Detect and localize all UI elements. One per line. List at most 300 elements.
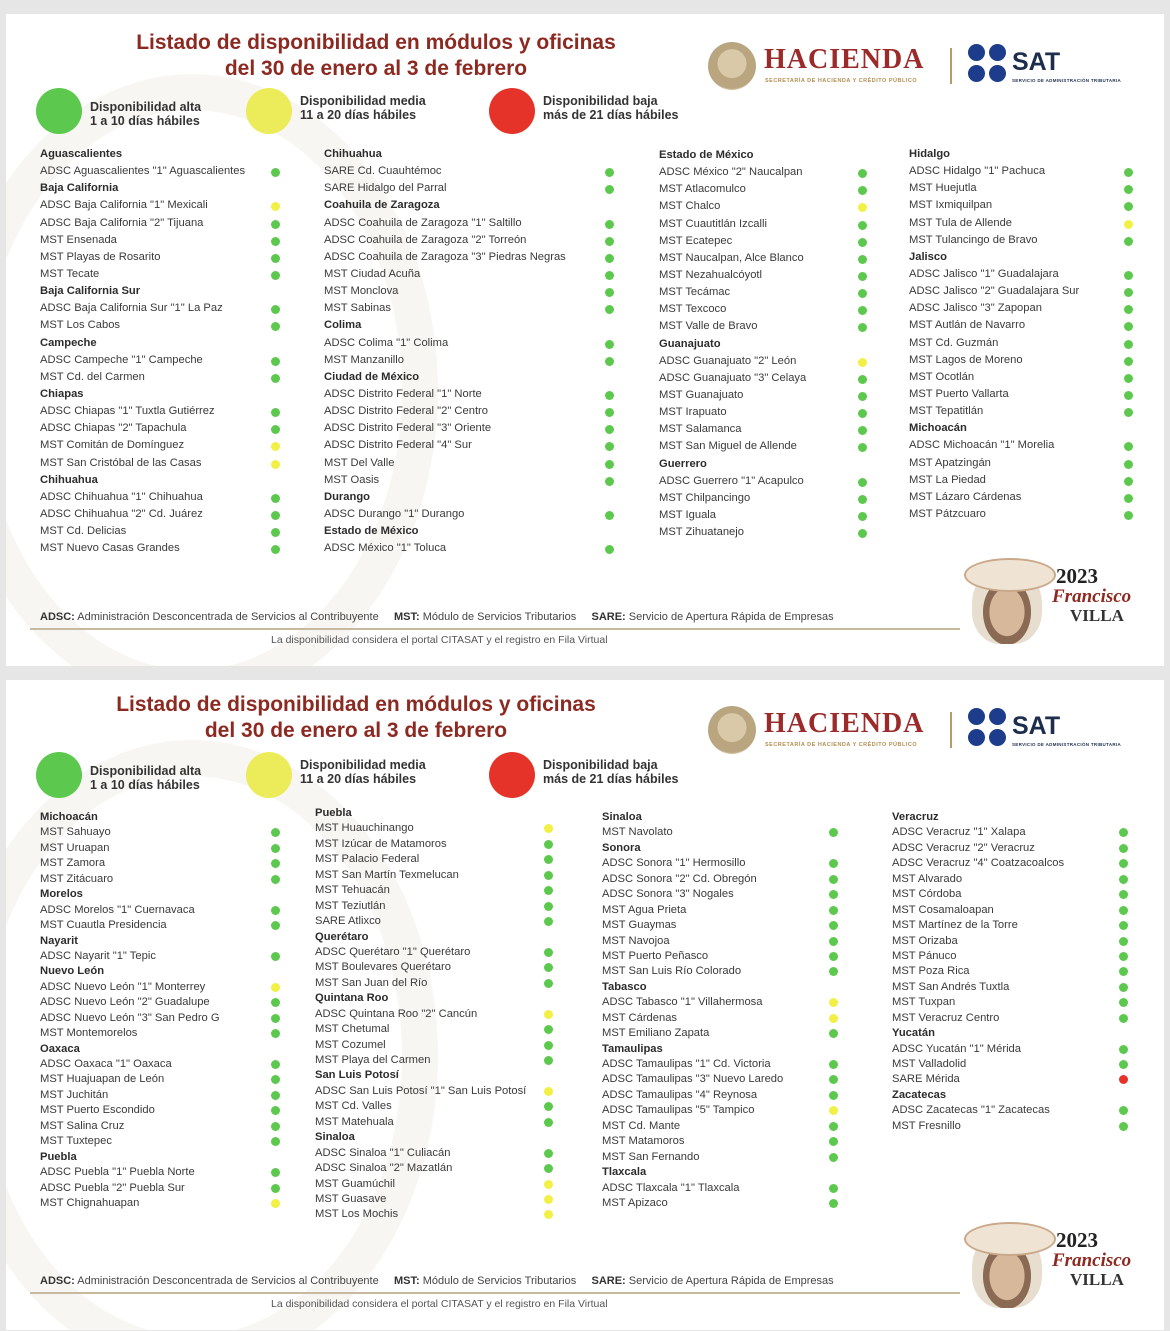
office-row <box>909 317 1129 334</box>
office-name: MST Huejutla <box>909 182 977 195</box>
office-name: MST Cd. Valles <box>315 1100 392 1113</box>
office-row <box>40 1181 276 1196</box>
office-name: MST Ecatepec <box>659 234 733 247</box>
office-row <box>892 980 1124 995</box>
state-heading <box>909 146 1129 163</box>
office-row <box>40 1134 276 1149</box>
state-heading <box>315 1130 549 1145</box>
state-heading <box>324 317 610 334</box>
office-row <box>892 1042 1124 1057</box>
office-name: ADSC San Luis Potosí "1" San Luis Potosí <box>315 1084 527 1097</box>
availability-dot-icon <box>544 1210 553 1219</box>
availability-dot-icon <box>271 1184 280 1193</box>
office-row <box>40 266 276 283</box>
office-name: ADSC Tabasco "1" Villahermosa <box>602 996 763 1009</box>
office-name: SARE Cd. Cuauhtémoc <box>324 165 442 178</box>
availability-dot-icon <box>1119 890 1128 899</box>
office-name: MST Matamoros <box>602 1135 685 1148</box>
office-name: ADSC Distrito Federal "1" Norte <box>324 387 482 400</box>
availability-dot-icon <box>544 1102 553 1111</box>
sat-logo: SAT <box>1012 712 1061 740</box>
availability-dot-icon <box>858 238 867 247</box>
availability-dot-icon <box>605 220 614 229</box>
state-heading <box>602 1042 834 1057</box>
office-name: MST Irapuato <box>659 406 727 419</box>
state-name: Sinaloa <box>315 1131 355 1144</box>
availability-dot-icon <box>271 921 280 930</box>
office-name: ADSC Nayarit "1" Tepic <box>40 949 156 962</box>
availability-dot-icon <box>1119 998 1128 1007</box>
office-column <box>909 146 1129 523</box>
office-name: MST Agua Prieta <box>602 903 687 916</box>
office-row <box>659 233 863 250</box>
availability-dot-icon <box>1124 357 1133 366</box>
state-heading <box>659 147 863 164</box>
availability-dot-icon <box>858 272 867 281</box>
office-row <box>909 369 1129 386</box>
office-row <box>659 181 863 198</box>
availability-dot-icon <box>1124 322 1133 331</box>
office-row <box>315 1084 549 1099</box>
state-name: Tlaxcala <box>602 1166 647 1179</box>
office-row <box>315 1115 549 1130</box>
office-name: ADSC Coahuila de Zaragoza "3" Piedras Negras <box>324 250 566 263</box>
francisco-villa-emblem <box>964 1218 1144 1318</box>
availability-dot-icon <box>544 886 553 895</box>
availability-dot-icon <box>829 952 838 961</box>
office-name: MST Ciudad Acuña <box>324 267 421 280</box>
state-heading <box>40 472 276 489</box>
office-row <box>892 1119 1124 1134</box>
office-name: MST Cuautla Presidencia <box>40 919 167 932</box>
state-heading <box>324 197 610 214</box>
office-name: SARE Mérida <box>892 1073 960 1086</box>
office-column <box>40 810 276 1211</box>
office-name: ADSC Guanajuato "3" Celaya <box>659 371 807 384</box>
office-row <box>659 267 863 284</box>
office-name: MST Salamanca <box>659 423 742 436</box>
office-name: MST Apizaco <box>602 1196 668 1209</box>
office-row <box>909 266 1129 283</box>
office-row <box>909 489 1129 506</box>
office-name: MST Valle de Bravo <box>659 320 758 333</box>
availability-dot-icon <box>1124 391 1133 400</box>
office-row <box>602 1181 834 1196</box>
state-heading <box>315 930 549 945</box>
office-row <box>892 949 1124 964</box>
office-name: MST San Juan del Río <box>315 976 428 989</box>
office-row <box>315 899 549 914</box>
office-name: MST Nuevo Casas Grandes <box>40 542 180 555</box>
office-row <box>659 370 863 387</box>
state-name: Campeche <box>40 336 97 349</box>
office-row <box>324 403 610 420</box>
office-name: ADSC Baja California "1" Mexicali <box>40 199 208 212</box>
office-row <box>315 914 549 929</box>
state-heading <box>324 489 610 506</box>
state-heading <box>892 1026 1124 1041</box>
availability-dot-icon <box>544 902 553 911</box>
office-name: MST Cd. Mante <box>602 1119 681 1132</box>
office-row <box>659 164 863 181</box>
office-row <box>40 352 276 369</box>
office-name: ADSC Distrito Federal "4" Sur <box>324 439 472 452</box>
office-row <box>659 284 863 301</box>
legend-sub: más de 21 días hábiles <box>543 108 679 122</box>
office-name: ADSC Morelos "1" Cuernavaca <box>40 903 195 916</box>
emblem-name: Francisco <box>1052 1250 1132 1271</box>
mst-key: MST: <box>394 1275 420 1287</box>
availability-dot-icon <box>829 1184 838 1193</box>
office-row <box>40 506 276 523</box>
office-column <box>602 810 834 1211</box>
office-row <box>909 283 1129 300</box>
availability-dot-icon <box>1119 1045 1128 1054</box>
state-heading <box>324 369 610 386</box>
adsc-definition: Administración Desconcentrada de Servicios al Contribuyente <box>77 1275 379 1287</box>
office-row <box>40 903 276 918</box>
office-row <box>909 472 1129 489</box>
availability-card-2 <box>6 680 1164 1330</box>
office-column <box>324 146 610 557</box>
office-row <box>40 317 276 334</box>
office-name: MST Veracruz Centro <box>892 1011 1000 1024</box>
state-name: Durango <box>324 490 370 503</box>
state-heading <box>40 964 276 979</box>
state-name: Sonora <box>602 841 641 854</box>
office-name: MST Sabinas <box>324 302 391 315</box>
office-row <box>892 918 1124 933</box>
office-name: ADSC Distrito Federal "3" Oriente <box>324 422 492 435</box>
availability-dot-icon <box>1119 952 1128 961</box>
availability-dot-icon <box>271 875 280 884</box>
office-name: MST Tehuacán <box>315 884 390 897</box>
office-row <box>40 420 276 437</box>
state-heading <box>40 934 276 949</box>
availability-dot-icon <box>1119 1106 1128 1115</box>
availability-dot-icon <box>1124 340 1133 349</box>
availability-dot-icon <box>1124 168 1133 177</box>
office-row <box>659 318 863 335</box>
state-name: Coahuila de Zaragoza <box>324 199 440 212</box>
office-name: MST Chetumal <box>315 1023 390 1036</box>
office-row <box>659 421 863 438</box>
availability-dot-icon <box>829 1122 838 1131</box>
state-name: Tamaulipas <box>602 1042 663 1055</box>
availability-dot-icon <box>858 255 867 264</box>
availability-dot-icon <box>544 1164 553 1173</box>
office-row <box>659 387 863 404</box>
office-row <box>892 903 1124 918</box>
office-name: MST Tepatitlán <box>909 405 984 418</box>
availability-dot-icon <box>544 979 553 988</box>
office-name: ADSC Tamaulipas "5" Tampico <box>602 1104 755 1117</box>
availability-dot-icon <box>1124 237 1133 246</box>
availability-dot-icon <box>858 358 867 367</box>
state-heading <box>324 523 610 540</box>
office-row <box>40 995 276 1010</box>
availability-dot-icon <box>1119 1060 1128 1069</box>
office-row <box>602 949 834 964</box>
title-line-1: Listado de disponibilidad en módulos y oficinas <box>116 693 596 716</box>
office-name: ADSC Coahuila de Zaragoza "2" Torreón <box>324 233 527 246</box>
office-row <box>315 1022 549 1037</box>
office-row <box>659 404 863 421</box>
footer-note: La disponibilidad considera el portal CITASAT y el registro en Fila Virtual <box>271 1298 608 1310</box>
adsc-key: ADSC: <box>40 1275 75 1287</box>
hacienda-logo: HACIENDA <box>764 44 925 75</box>
state-name: Baja California <box>40 182 119 195</box>
availability-dot-icon <box>858 443 867 452</box>
office-name: ADSC Tamaulipas "4" Reynosa <box>602 1088 758 1101</box>
office-name: MST Lagos de Moreno <box>909 353 1023 366</box>
office-row <box>324 266 610 283</box>
office-row <box>602 872 834 887</box>
office-row <box>602 856 834 871</box>
emblem-year: 2023 <box>1056 564 1098 588</box>
office-name: ADSC Aguascalientes "1" Aguascalientes <box>40 165 246 178</box>
office-name: MST San Luis Río Colorado <box>602 965 742 978</box>
office-row <box>602 1011 834 1026</box>
office-name: MST Matehuala <box>315 1115 394 1128</box>
office-name: MST Izúcar de Matamoros <box>315 837 447 850</box>
office-row <box>324 163 610 180</box>
availability-dot-icon <box>1124 408 1133 417</box>
availability-dot-icon <box>1119 983 1128 992</box>
office-name: ADSC Coahuila de Zaragoza "1" Saltillo <box>324 216 522 229</box>
title-line-1: Listado de disponibilidad en módulos y oficinas <box>136 31 616 54</box>
state-heading <box>315 806 549 821</box>
office-name: ADSC Nuevo León "1" Monterrey <box>40 980 206 993</box>
state-name: Nayarit <box>40 934 78 947</box>
office-name: MST Guaymas <box>602 919 677 932</box>
state-name: Sinaloa <box>602 811 642 823</box>
office-name: MST San Andrés Tuxtla <box>892 980 1010 993</box>
office-name: MST Manzanillo <box>324 353 405 366</box>
availability-dot-icon <box>271 844 280 853</box>
availability-dot-icon <box>605 237 614 246</box>
office-row <box>659 438 863 455</box>
office-name: MST Cozumel <box>315 1038 386 1051</box>
legend-label: Disponibilidad baja <box>543 94 658 108</box>
office-row <box>40 841 276 856</box>
office-column <box>892 810 1124 1134</box>
office-row <box>315 945 549 960</box>
sombrero-icon <box>964 558 1056 592</box>
availability-dot-icon <box>544 917 553 926</box>
availability-dot-icon <box>544 963 553 972</box>
hacienda-subtitle: SECRETARÍA DE HACIENDA Y CRÉDITO PÚBLICO <box>765 78 918 84</box>
office-row <box>315 883 549 898</box>
office-row <box>909 455 1129 472</box>
office-name: MST Montemorelos <box>40 1027 138 1040</box>
mst-definition: Módulo de Servicios Tributarios <box>422 611 577 623</box>
availability-dot-icon <box>858 426 867 435</box>
office-name: MST Comitán de Domínguez <box>40 439 185 452</box>
office-row <box>315 1161 549 1176</box>
office-name: MST Lázaro Cárdenas <box>909 490 1022 503</box>
office-name: MST Guanajuato <box>659 388 744 401</box>
office-name: MST Puerto Peñasco <box>602 949 709 962</box>
office-name: ADSC Querétaro "1" Querétaro <box>315 945 471 958</box>
availability-dot-icon <box>271 271 280 280</box>
office-row <box>602 918 834 933</box>
office-row <box>315 852 549 867</box>
availability-dot-icon <box>829 921 838 930</box>
office-name: MST Huauchinango <box>315 822 414 835</box>
emblem-name: Francisco <box>1052 586 1132 607</box>
office-row <box>892 825 1124 840</box>
availability-dot-icon <box>858 409 867 418</box>
brand-logos <box>708 42 1148 92</box>
office-row <box>40 825 276 840</box>
office-row <box>315 1207 549 1222</box>
green-dot-icon <box>36 88 82 134</box>
green-dot-icon <box>36 752 82 798</box>
office-name: MST Cuautitlán Izcalli <box>659 217 767 230</box>
office-row <box>892 964 1124 979</box>
sat-subtitle: SERVICIO DE ADMINISTRACIÓN TRIBUTARIA <box>1012 78 1122 83</box>
availability-dot-icon <box>605 357 614 366</box>
legend-sub: 1 a 10 días hábiles <box>90 114 200 128</box>
brand-logos <box>708 706 1148 756</box>
availability-dot-icon <box>605 408 614 417</box>
office-row <box>315 960 549 975</box>
office-row <box>602 1150 834 1165</box>
office-name: MST Tuxpan <box>892 996 956 1009</box>
office-name: ADSC Tlaxcala "1" Tlaxcala <box>602 1181 740 1194</box>
footer-definitions <box>40 1275 834 1287</box>
availability-dot-icon <box>544 840 553 849</box>
availability-dot-icon <box>1124 374 1133 383</box>
office-row <box>40 856 276 871</box>
office-name: MST Poza Rica <box>892 965 970 978</box>
state-heading <box>659 456 863 473</box>
availability-dot-icon <box>1124 460 1133 469</box>
office-name: MST Zihuatanejo <box>659 526 744 539</box>
office-name: MST Tulancingo de Bravo <box>909 233 1038 246</box>
office-row <box>40 300 276 317</box>
availability-dot-icon <box>858 186 867 195</box>
office-row <box>602 1196 834 1211</box>
state-name: San Luis Potosí <box>315 1069 399 1082</box>
state-heading <box>40 1150 276 1165</box>
office-name: MST Guasave <box>315 1192 387 1205</box>
office-row <box>40 1196 276 1211</box>
office-name: MST Salina Cruz <box>40 1119 125 1132</box>
availability-dot-icon <box>271 511 280 520</box>
state-heading <box>602 810 834 825</box>
state-name: Hidalgo <box>909 148 951 160</box>
state-heading <box>315 1068 549 1083</box>
office-name: MST Los Mochis <box>315 1208 399 1221</box>
state-name: Veracruz <box>892 811 939 823</box>
office-row <box>659 490 863 507</box>
office-name: MST Del Valle <box>324 456 395 469</box>
office-name: ADSC Hidalgo "1" Pachuca <box>909 165 1046 178</box>
office-row <box>40 1119 276 1134</box>
availability-dot-icon <box>605 425 614 434</box>
office-name: MST San Martín Texmelucan <box>315 868 459 881</box>
office-row <box>892 887 1124 902</box>
office-name: ADSC Sinaloa "1" Culiacán <box>315 1146 451 1159</box>
office-name: ADSC Baja California "2" Tijuana <box>40 216 204 229</box>
office-row <box>602 887 834 902</box>
office-name: ADSC Quintana Roo "2" Cancún <box>315 1007 478 1020</box>
yellow-dot-icon <box>246 88 292 134</box>
office-name: SARE Atlixco <box>315 915 381 928</box>
availability-dot-icon <box>544 1149 553 1158</box>
state-name: Querétaro <box>315 930 369 943</box>
availability-dot-icon <box>605 254 614 263</box>
availability-dot-icon <box>544 1087 553 1096</box>
footer-note: La disponibilidad considera el portal CITASAT y el registro en Fila Virtual <box>271 634 608 646</box>
availability-dot-icon <box>858 529 867 538</box>
office-row <box>602 825 834 840</box>
office-row <box>40 1072 276 1087</box>
office-name: ADSC Michoacán "1" Morelia <box>909 439 1055 452</box>
availability-dot-icon <box>829 1060 838 1069</box>
logo-divider <box>950 48 952 84</box>
availability-dot-icon <box>829 1029 838 1038</box>
red-dot-icon <box>489 88 535 134</box>
adsc-key: ADSC: <box>40 611 75 623</box>
office-row <box>909 437 1129 454</box>
sat-dots-icon <box>968 708 1008 748</box>
office-row <box>324 180 610 197</box>
availability-dot-icon <box>271 1168 280 1177</box>
office-name: MST Cd. del Carmen <box>40 370 145 383</box>
state-heading <box>892 810 1124 825</box>
office-name: MST San Miguel de Allende <box>659 440 797 453</box>
office-name: ADSC Jalisco "3" Zapopan <box>909 302 1042 315</box>
availability-dot-icon <box>1124 305 1133 314</box>
office-name: ADSC Veracruz "4" Coatzacoalcos <box>892 857 1065 870</box>
footer-definitions <box>40 611 834 623</box>
office-row <box>40 1026 276 1041</box>
availability-dot-icon <box>1119 1014 1128 1023</box>
office-row <box>40 455 276 472</box>
legend-label: Disponibilidad baja <box>543 758 658 772</box>
office-row <box>324 352 610 369</box>
availability-dot-icon <box>858 478 867 487</box>
emblem-year: 2023 <box>1056 1228 1098 1252</box>
state-name: Quintana Roo <box>315 992 389 1005</box>
availability-dot-icon <box>544 855 553 864</box>
availability-dot-icon <box>605 511 614 520</box>
office-row <box>909 163 1129 180</box>
availability-dot-icon <box>271 220 280 229</box>
availability-dot-icon <box>829 1014 838 1023</box>
state-heading <box>324 146 610 163</box>
office-name: MST Tula de Allende <box>909 216 1013 229</box>
state-heading <box>602 1165 834 1180</box>
office-name: MST Los Cabos <box>40 319 121 332</box>
state-name: Puebla <box>315 807 352 819</box>
availability-dot-icon <box>1119 937 1128 946</box>
state-heading <box>909 420 1129 437</box>
availability-dot-icon <box>271 494 280 503</box>
office-name: ADSC Sonora "2" Cd. Obregón <box>602 872 757 885</box>
availability-dot-icon <box>271 357 280 366</box>
state-name: Chihuahua <box>40 473 98 486</box>
office-row <box>315 1146 549 1161</box>
availability-dot-icon <box>829 906 838 915</box>
title-line-2: del 30 de enero al 3 de febrero <box>204 719 508 742</box>
office-name: MST Playa del Carmen <box>315 1054 431 1066</box>
availability-dot-icon <box>271 254 280 263</box>
office-row <box>602 995 834 1010</box>
